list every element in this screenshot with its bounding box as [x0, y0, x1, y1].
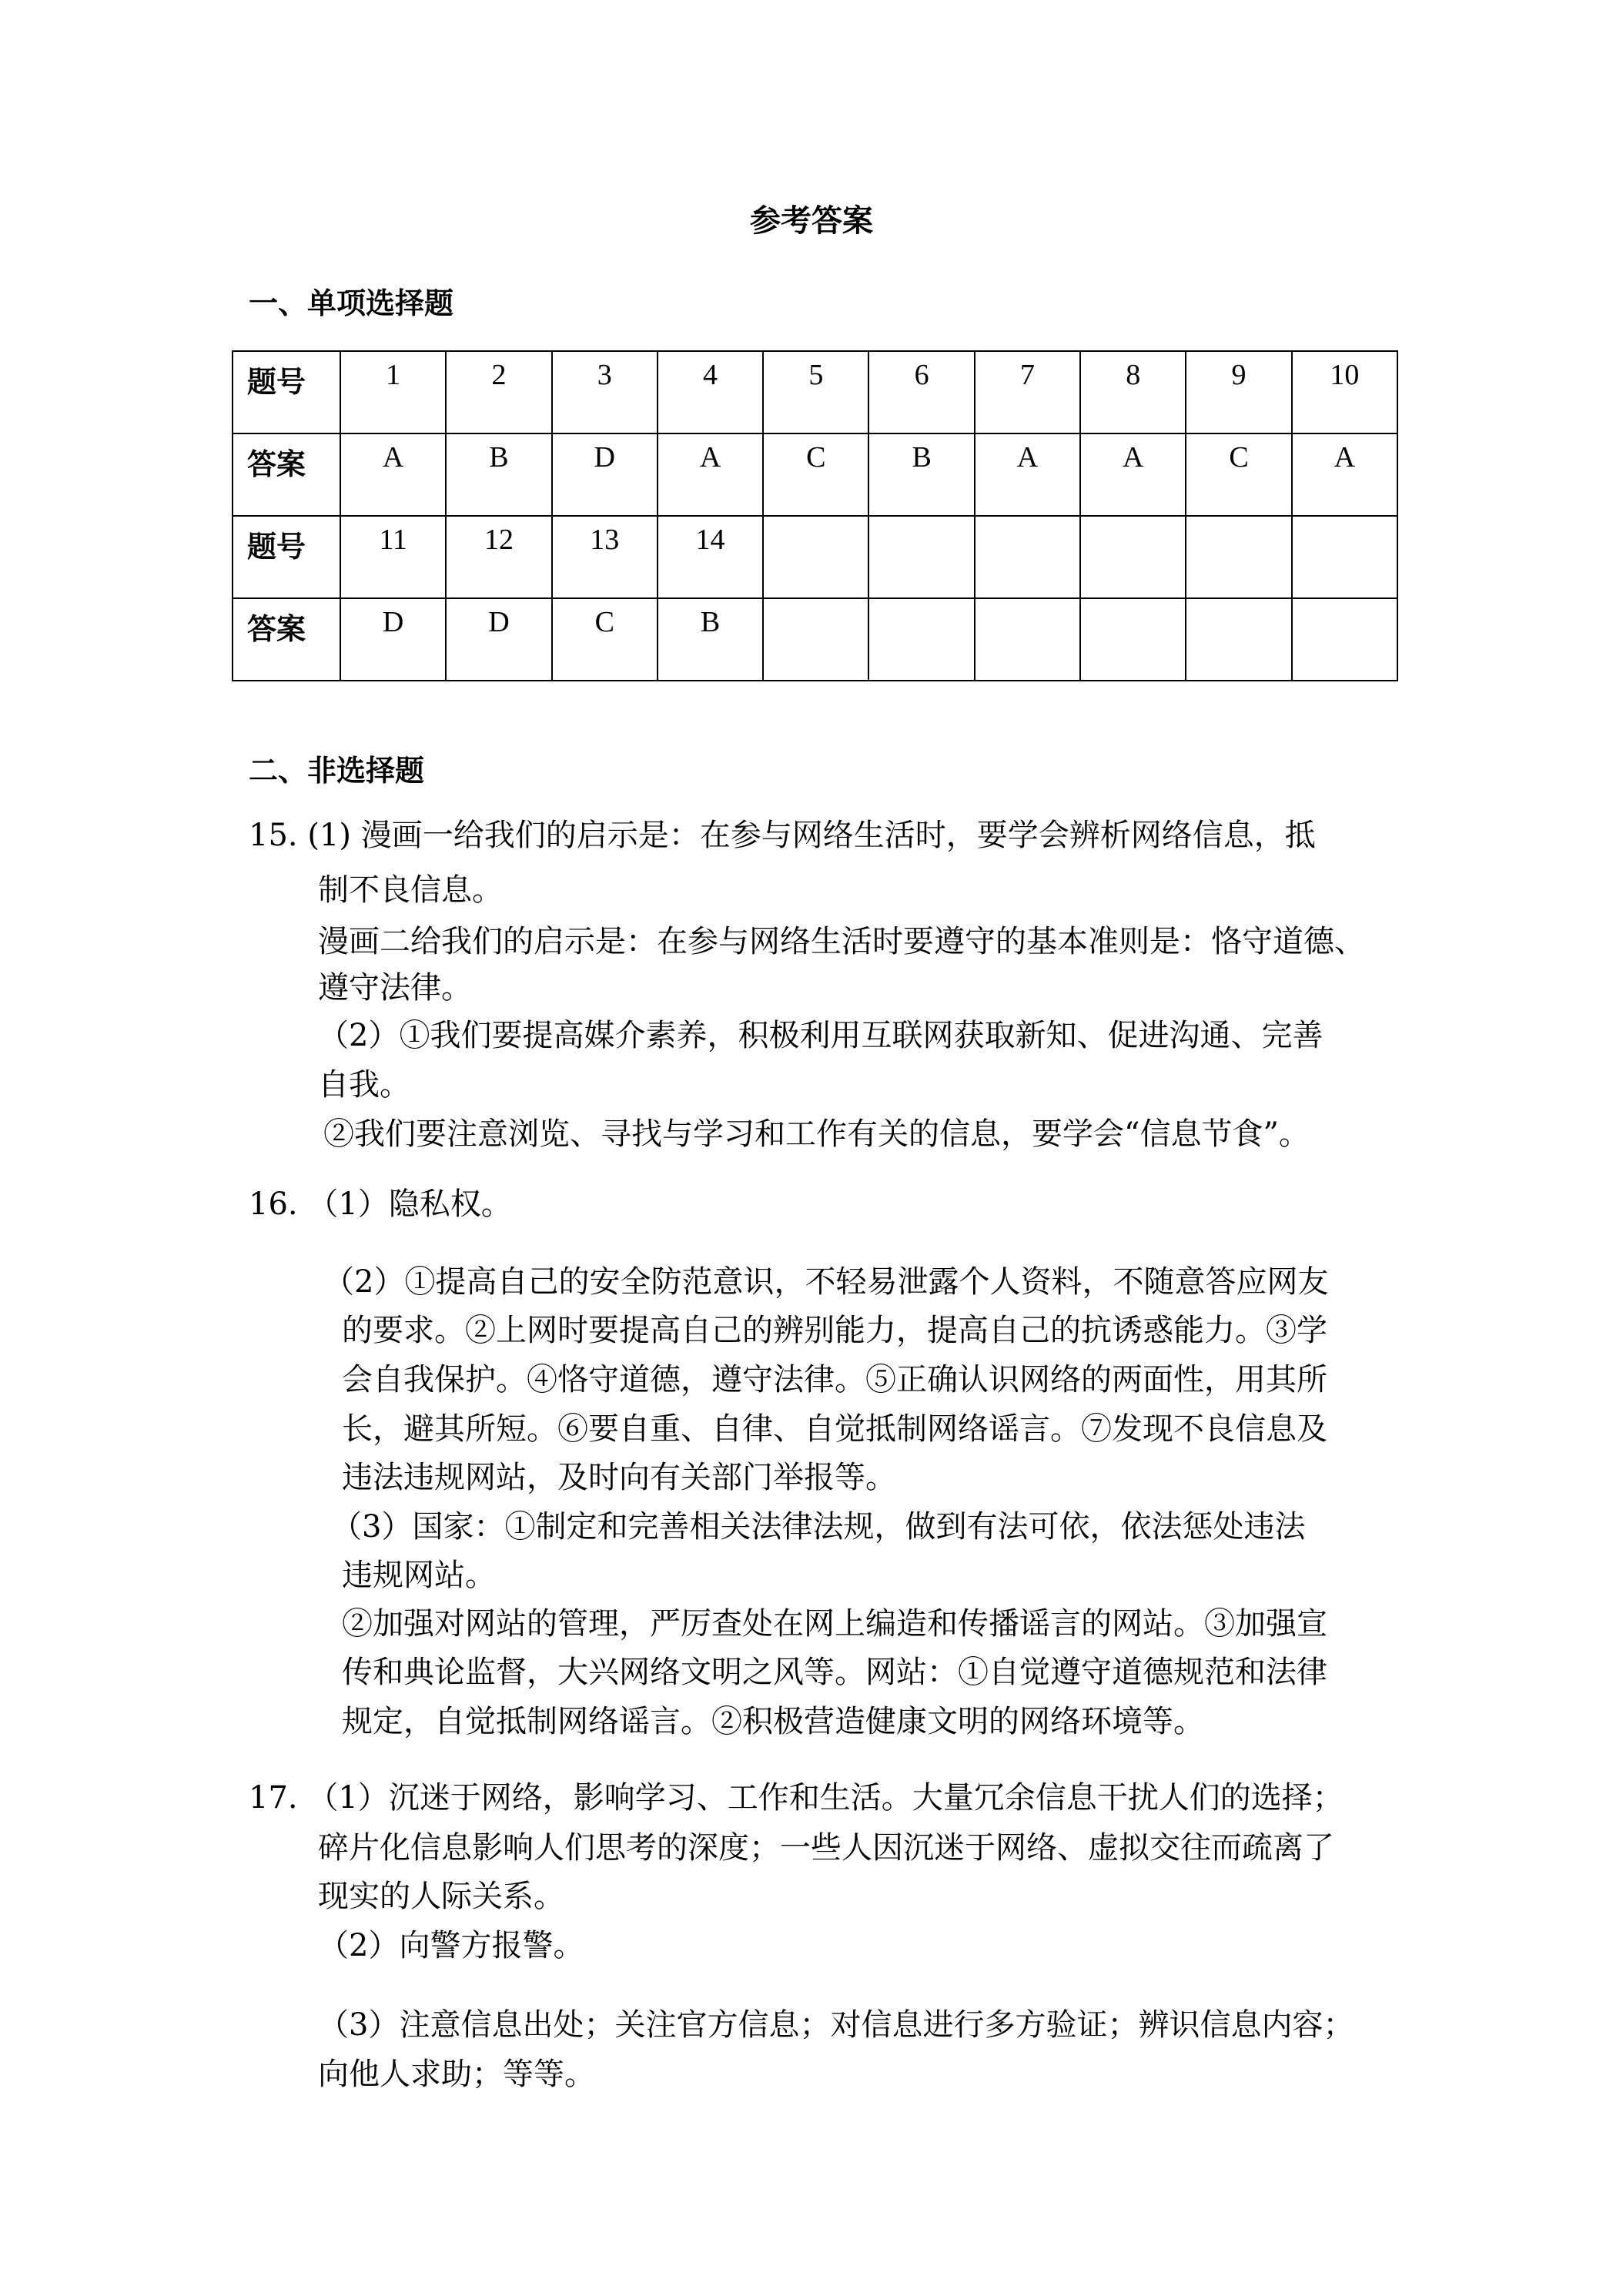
q15-line-6: 自我。 [318, 1067, 410, 1103]
q17-line-5: （3）注意信息出处；关注官方信息；对信息进行多方验证；辨识信息内容； [318, 2007, 1354, 2043]
answer-cell: 3 [552, 351, 658, 433]
q16-line-9: ②加强对网站的管理，严厉查处在网上编造和传播谣言的网站。③加强宣 [342, 1606, 1327, 1642]
answer-cell [1292, 516, 1397, 598]
answer-cell: B [446, 433, 551, 516]
answer-cell: A [1080, 433, 1186, 516]
q16-line-4: 会自我保护。④恪守道德，遵守法律。⑤正确认识网络的两面性，用其所 [342, 1362, 1327, 1397]
row-label: 答案 [233, 598, 340, 681]
q16-line-2: （2）①提高自己的安全防范意识，不轻易泄露个人资料，不随意答应网友 [323, 1264, 1329, 1300]
answer-cell: 12 [446, 516, 551, 598]
answer-table-row [233, 351, 1397, 433]
answer-cell: 13 [552, 516, 658, 598]
answer-cell [1292, 598, 1397, 681]
q17-line-6: 向他人求助；等等。 [318, 2057, 595, 2092]
answer-table [232, 350, 1398, 681]
q15-line-5: （2）①我们要提高媒介素养，积极利用互联网获取新知、促进沟通、完善 [318, 1018, 1323, 1053]
q16-line-10: 传和典论监督，大兴网络文明之风等。网站：①自觉遵守道德规范和法律 [342, 1655, 1327, 1690]
q17-line-1: 17. （1）沉迷于网络，影响学习、工作和生活。大量冗余信息干扰人们的选择； [249, 1780, 1344, 1816]
answer-table-row [233, 516, 1397, 598]
answer-cell [763, 516, 868, 598]
answer-cell: A [340, 433, 446, 516]
q15-line-4: 遵守法律。 [318, 970, 472, 1006]
answer-cell: A [658, 433, 763, 516]
answer-cell [1186, 516, 1291, 598]
answer-cell: D [446, 598, 551, 681]
q17-line-2: 碎片化信息影响人们思考的深度；一些人因沉迷于网络、虚拟交往而疏离了 [318, 1830, 1334, 1866]
answer-cell: B [868, 433, 974, 516]
q16-line-3: 的要求。②上网时要提高自己的辨别能力，提高自己的抗诱惑能力。③学 [342, 1313, 1327, 1348]
row-label: 答案 [233, 433, 340, 516]
answer-cell: D [552, 433, 658, 516]
answer-cell [868, 598, 974, 681]
answer-cell: A [1292, 433, 1397, 516]
answer-table-row [233, 433, 1397, 516]
answer-cell: B [658, 598, 763, 681]
answer-cell [975, 598, 1080, 681]
row-label: 题号 [233, 351, 340, 433]
q16-line-1: 16. （1）隐私权。 [249, 1186, 512, 1222]
answer-cell: 14 [658, 516, 763, 598]
answer-cell: A [975, 433, 1080, 516]
answer-cell: 11 [340, 516, 446, 598]
answer-cell: C [763, 433, 868, 516]
row-label: 题号 [233, 516, 340, 598]
answer-cell: 6 [868, 351, 974, 433]
answer-cell: D [340, 598, 446, 681]
answer-cell: C [552, 598, 658, 681]
answer-cell: 4 [658, 351, 763, 433]
q15-line-2: 制不良信息。 [318, 872, 503, 908]
answer-cell: 1 [340, 351, 446, 433]
q16-line-6: 违法违规网站，及时向有关部门举报等。 [342, 1460, 896, 1495]
answer-cell: 10 [1292, 351, 1397, 433]
q17-line-4: （2）向警方报警。 [318, 1928, 584, 1963]
answer-cell [868, 516, 974, 598]
q15-line-7: ②我们要注意浏览、寻找与学习和工作有关的信息，要学会“信息节食”。 [323, 1116, 1310, 1152]
q16-line-7: （3）国家：①制定和完善相关法律法规，做到有法可依，依法惩处违法 [331, 1509, 1306, 1545]
q15-line-3: 漫画二给我们的启示是：在参与网络生活时要遵守的基本准则是：恪守道德、 [318, 924, 1365, 959]
answer-cell: 8 [1080, 351, 1186, 433]
answer-table-row [233, 598, 1397, 681]
answer-cell [1080, 598, 1186, 681]
answer-cell: 9 [1186, 351, 1291, 433]
answer-cell [763, 598, 868, 681]
answer-cell [1186, 598, 1291, 681]
answer-cell: 7 [975, 351, 1080, 433]
page-title: 参考答案 [750, 203, 873, 239]
answer-cell: C [1186, 433, 1291, 516]
answer-cell: 2 [446, 351, 551, 433]
answer-cell [975, 516, 1080, 598]
section-heading-non-choice: 二、非选择题 [249, 754, 425, 788]
q16-line-5: 长，避其所短。⑥要自重、自律、自觉抵制网络谣言。⑦发现不良信息及 [342, 1411, 1327, 1447]
answer-cell: 5 [763, 351, 868, 433]
q17-line-3: 现实的人际关系。 [318, 1879, 564, 1914]
q15-line-1: 15. (1) 漫画一给我们的启示是：在参与网络生活时，要学会辨析网络信息，抵 [249, 818, 1316, 853]
q16-line-11: 规定，自觉抵制网络谣言。②积极营造健康文明的网络环境等。 [342, 1704, 1204, 1739]
q16-line-8: 违规网站。 [342, 1558, 496, 1593]
section-heading-multiple-choice: 一、单项选择题 [249, 286, 454, 320]
answer-cell [1080, 516, 1186, 598]
